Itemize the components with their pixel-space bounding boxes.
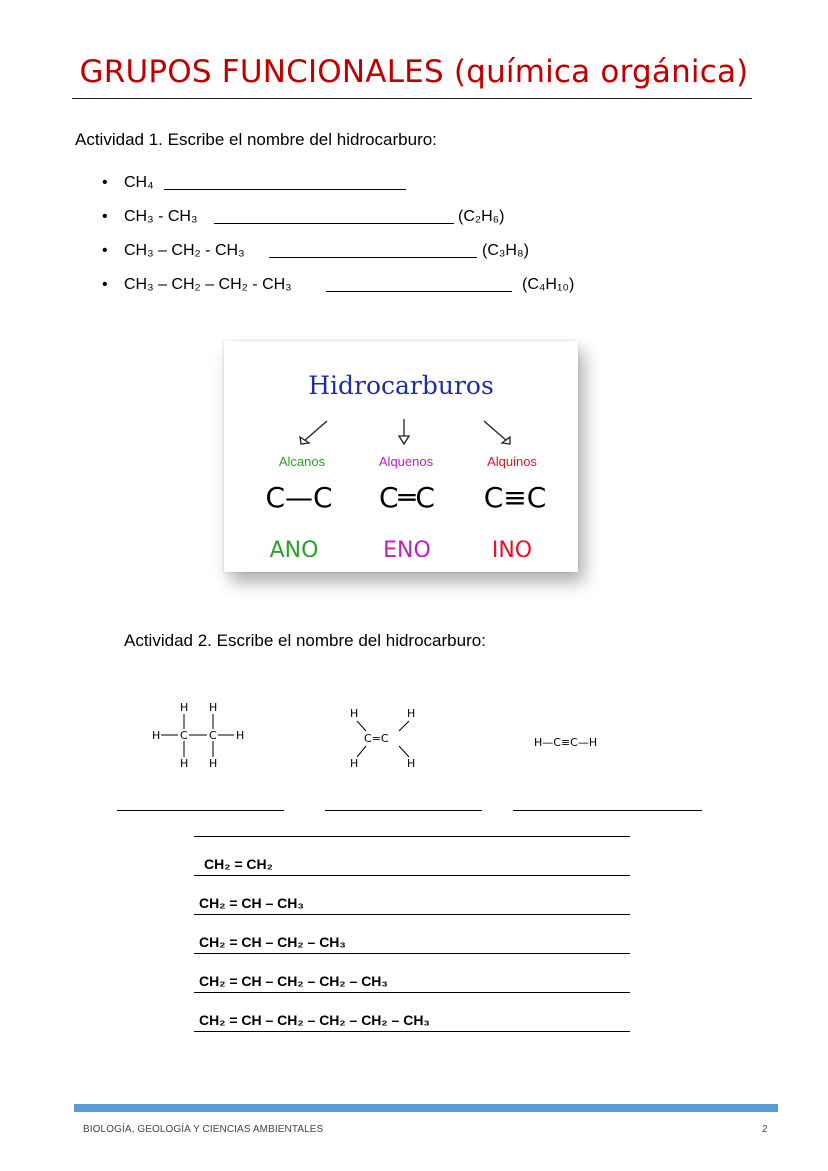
page-title: GRUPOS FUNCIONALES (química orgánica) xyxy=(79,54,749,90)
alquenos-label: Alquenos xyxy=(378,454,434,469)
row-formula: CH₂ = CH – CH₃ xyxy=(199,895,304,911)
table-row xyxy=(194,893,630,915)
atom: C xyxy=(180,729,188,742)
ethane-structure xyxy=(152,701,244,770)
atom: H xyxy=(152,729,161,742)
bullet-icon: • xyxy=(102,276,108,293)
atom: H xyxy=(350,757,359,770)
page-number: 2 xyxy=(762,1124,768,1135)
atom: H xyxy=(407,707,416,720)
molecular-formula: (C₃H₈) xyxy=(482,242,529,259)
alquinos-label: Alquinos xyxy=(487,454,537,469)
atom: C=C xyxy=(364,732,389,745)
atom: H xyxy=(407,757,416,770)
single-bond: C—C xyxy=(265,481,333,514)
answer-line-2[interactable] xyxy=(325,810,482,811)
alcanos-label: Alcanos xyxy=(278,454,326,469)
footer-bar xyxy=(74,1104,778,1112)
atom: H xyxy=(209,701,218,714)
formula: CH₃ – CH₂ – CH₂ - CH₃ xyxy=(124,276,292,293)
card-title: Hidrocarburos xyxy=(308,371,494,400)
formula: CH₃ - CH₃ xyxy=(124,208,198,225)
row-formula: CH₂ = CH – CH₂ – CH₃ xyxy=(199,934,346,950)
row-formula: CH₂ = CH – CH₂ – CH₂ – CH₃ xyxy=(199,973,388,989)
table-row xyxy=(194,932,630,954)
bullet-icon: • xyxy=(102,174,108,191)
atom: H xyxy=(350,707,359,720)
bullet-icon: • xyxy=(102,208,108,225)
double-bond: C═C xyxy=(379,481,435,514)
table-row xyxy=(194,1010,630,1032)
activity1-heading: Actividad 1. Escribe el nombre del hidrocarburo: xyxy=(75,130,437,149)
footer-subject: BIOLOGÍA, GEOLOGÍA Y CIENCIAS AMBIENTALES xyxy=(83,1124,324,1135)
bullet-icon: • xyxy=(102,242,108,259)
ethyne-structure: H—C≡C—H xyxy=(534,736,598,749)
atom: C xyxy=(209,729,217,742)
atom: H xyxy=(180,701,189,714)
molecular-formula: (C₂H₆) xyxy=(458,208,505,225)
table-row xyxy=(194,971,630,993)
atom: H xyxy=(236,729,245,742)
formula: CH₃ – CH₂ - CH₃ xyxy=(124,242,245,259)
suffix-eno: ENO xyxy=(383,538,431,563)
atom: H xyxy=(180,757,189,770)
activity2-heading: Actividad 2. Escribe el nombre del hidrocarburo: xyxy=(124,631,486,650)
atom: H xyxy=(209,757,218,770)
ethene-structure xyxy=(350,707,415,770)
table-top-rule xyxy=(194,836,630,837)
formula: CH₄ xyxy=(124,174,154,191)
answer-line-1[interactable] xyxy=(117,810,284,811)
row-formula: CH₂ = CH – CH₂ – CH₂ – CH₂ – CH₃ xyxy=(199,1012,430,1028)
suffix-ino: INO xyxy=(491,538,533,563)
triple-bond: C≡C xyxy=(483,481,547,514)
molecular-formula: (C₄H₁₀) xyxy=(522,276,575,293)
suffix-ano: ANO xyxy=(269,538,319,563)
table-row xyxy=(194,854,630,876)
answer-line-3[interactable] xyxy=(513,810,702,811)
row-formula: CH₂ = CH₂ xyxy=(204,856,273,872)
